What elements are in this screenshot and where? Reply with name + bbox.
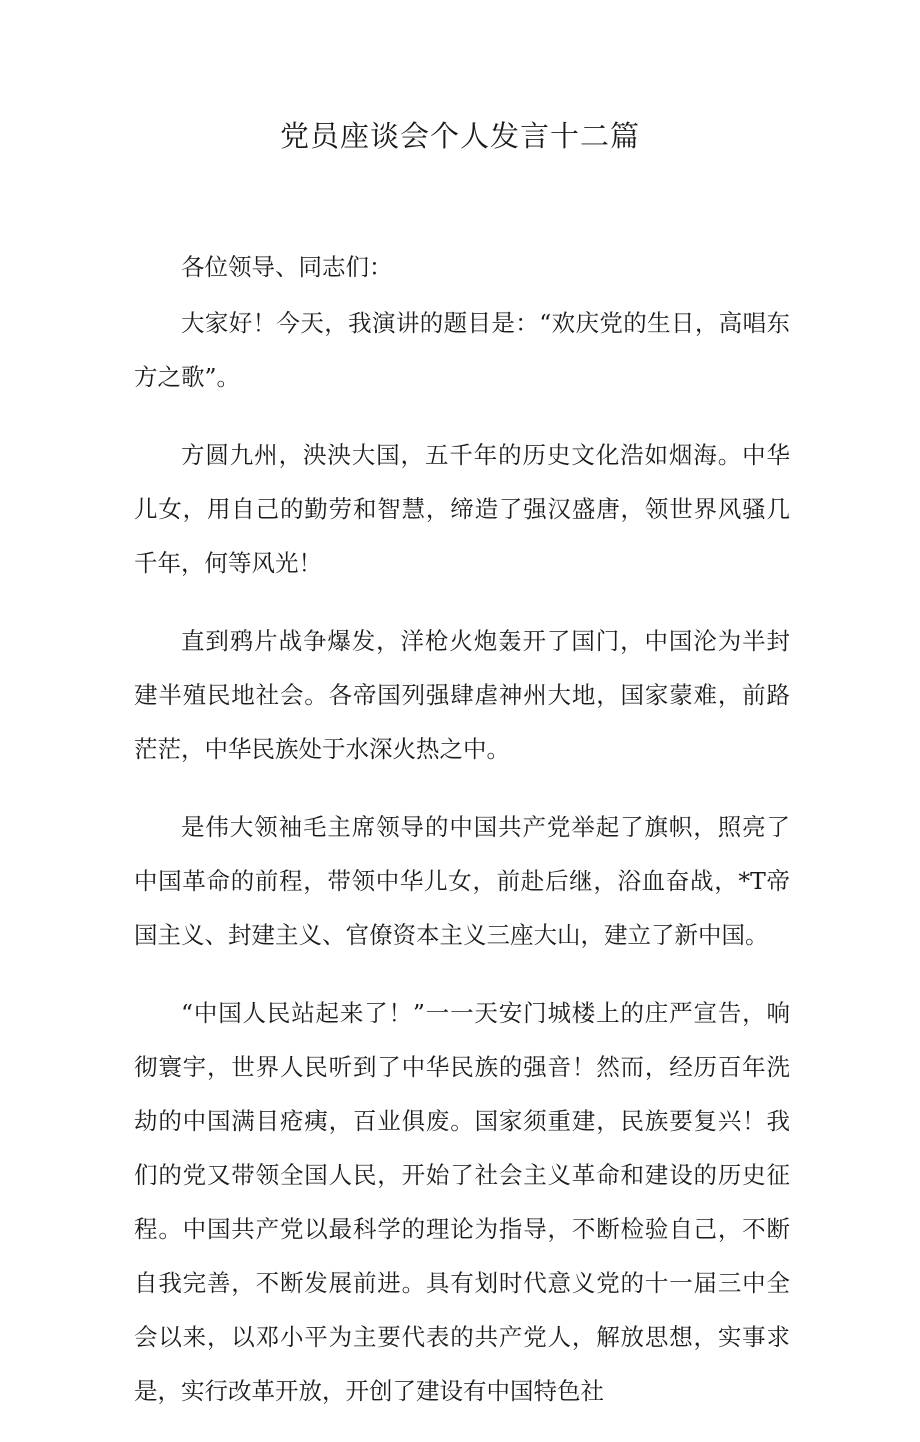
document-body: [134, 240, 790, 1442]
body-paragraph: “中国人民站起来了！”一一天安门城楼上的庄严宣告，响彻寰宇，世界人民听到了中华民族的强音！然而，经历百年洗劫的中国满目疮痍，百业俱废。国家须重建，民族要复兴！我们的党又带领全国人民，开始了社会主义革命和建设的历史征程。中国共产党以最科学的理论为指导，不断检验自己，不断自我完善，不断发展前进。具有划时代意义党的十一届三中全会以来，以邓小平为主要代表的共产党人，解放思想，实事求是，实行改革开放，开创了建设有中国特色社: [134, 999, 790, 1405]
body-paragraph: 大家好！今天，我演讲的题目是：“欢庆党的生日，高唱东方之歌”。: [134, 309, 790, 391]
salutation-paragraph: 各位领导、同志们：: [181, 253, 393, 281]
body-paragraph: 方圆九州，泱泱大国，五千年的历史文化浩如烟海。中华儿女，用自己的勤劳和智慧，缔造了强汉盛唐，领世界风骚几千年，何等风光！: [134, 441, 790, 577]
document-title: 党员座谈会个人发言十二篇: [279, 119, 640, 153]
body-paragraph: 是伟大领袖毛主席领导的中国共产党举起了旗帜，照亮了中国革命的前程，带领中华儿女，前赴后继，浴血奋战，*T帝国主义、封建主义、官僚资本主义三座大山，建立了新中国。: [134, 813, 790, 949]
body-paragraph: 直到鸦片战争爆发，洋枪火炮轰开了国门，中国沦为半封建半殖民地社会。各帝国列强肆虐神州大地，国家蒙难，前路茫茫，中华民族处于水深火热之中。: [134, 627, 790, 763]
